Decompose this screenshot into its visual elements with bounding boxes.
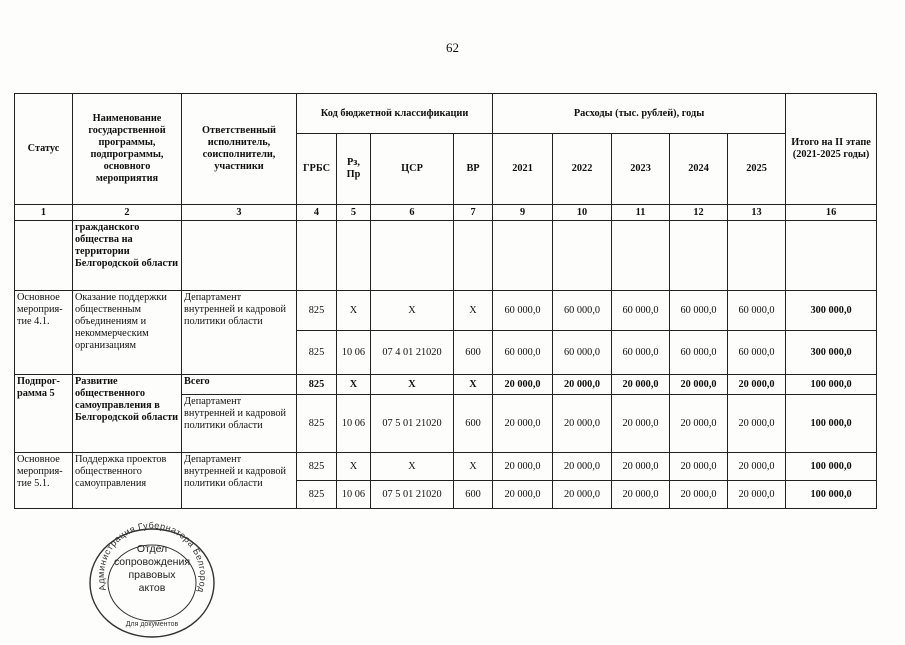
col-number: 16: [786, 205, 877, 221]
col-number: 12: [670, 205, 728, 221]
value-2025: 60 000,0: [728, 291, 786, 331]
status-cell: Подпрог-рамма 5: [15, 375, 73, 453]
csr-cell: 07 5 01 21020: [371, 395, 454, 453]
rz-cell: Х: [337, 291, 371, 331]
stamp-line: сопровождения: [113, 556, 191, 568]
value-2023: 60 000,0: [612, 331, 670, 375]
grbs-cell: 825: [297, 481, 337, 509]
continued-name: гражданского общества на территории Белгородской области: [73, 221, 182, 291]
value-2025: 20 000,0: [728, 375, 786, 395]
stamp-ring-text: Администрация Губернатора Белгород: [95, 520, 209, 595]
value-2025: 20 000,0: [728, 481, 786, 509]
value-total: 100 000,0: [786, 481, 877, 509]
value-2023: 60 000,0: [612, 291, 670, 331]
csr-cell: Х: [371, 291, 454, 331]
csr-cell: 07 5 01 21020: [371, 481, 454, 509]
col-number: 10: [553, 205, 612, 221]
col-number: 2: [73, 205, 182, 221]
value-total: 100 000,0: [786, 453, 877, 481]
header-2021: 2021: [493, 134, 553, 205]
table-row: [15, 221, 877, 291]
header-2025: 2025: [728, 134, 786, 205]
budget-table: [14, 93, 877, 509]
header-grbs: ГРБС: [297, 134, 337, 205]
header-csr: ЦСР: [371, 134, 454, 205]
csr-cell: 07 4 01 21020: [371, 331, 454, 375]
value-2021: 20 000,0: [493, 395, 553, 453]
grbs-cell: 825: [297, 395, 337, 453]
value-2023: 20 000,0: [612, 395, 670, 453]
col-number: 6: [371, 205, 454, 221]
responsible-cell: Департамент внутренней и кадровой политики области: [182, 395, 297, 453]
value-2023: 20 000,0: [612, 453, 670, 481]
value-2021: 20 000,0: [493, 375, 553, 395]
stamp-line: актов: [138, 582, 166, 594]
grbs-cell: 825: [297, 375, 337, 395]
rz-cell: 10 06: [337, 331, 371, 375]
csr-cell: Х: [371, 375, 454, 395]
header-bcc: Код бюджетной классификации: [297, 94, 493, 134]
value-total: 300 000,0: [786, 291, 877, 331]
value-2024: 20 000,0: [670, 375, 728, 395]
vr-cell: Х: [454, 291, 493, 331]
value-2021: 20 000,0: [493, 481, 553, 509]
value-2022: 60 000,0: [553, 291, 612, 331]
department-stamp: [82, 515, 222, 640]
grbs-cell: 825: [297, 291, 337, 331]
stamp-line: правовых: [128, 569, 176, 581]
header-total: Итого на II этапе (2021-2025 годы): [786, 94, 877, 205]
value-2021: 20 000,0: [493, 453, 553, 481]
rz-cell: 10 06: [337, 481, 371, 509]
value-2021: 60 000,0: [493, 331, 553, 375]
vr-cell: 600: [454, 395, 493, 453]
value-2025: 20 000,0: [728, 453, 786, 481]
header-status: Статус: [15, 94, 73, 205]
status-cell: Основное мероприя-тие 5.1.: [15, 453, 73, 509]
vr-cell: Х: [454, 453, 493, 481]
value-2022: 60 000,0: [553, 331, 612, 375]
vr-cell: 600: [454, 331, 493, 375]
value-2022: 20 000,0: [553, 395, 612, 453]
rz-cell: Х: [337, 453, 371, 481]
col-number: 4: [297, 205, 337, 221]
page-number: 62: [446, 40, 459, 55]
column-number-row: [15, 205, 877, 221]
vr-cell: 600: [454, 481, 493, 509]
header-2024: 2024: [670, 134, 728, 205]
value-total: 100 000,0: [786, 395, 877, 453]
value-2023: 20 000,0: [612, 481, 670, 509]
value-2024: 20 000,0: [670, 395, 728, 453]
table-row: [15, 375, 877, 395]
col-number: 7: [454, 205, 493, 221]
header-2023: 2023: [612, 134, 670, 205]
header-name: Наименование государственной программы, подпрограммы, основного мероприятия: [73, 94, 182, 205]
stamp-line: Отдел: [136, 543, 168, 555]
col-number: 3: [182, 205, 297, 221]
rz-cell: Х: [337, 375, 371, 395]
value-2025: 20 000,0: [728, 395, 786, 453]
header-responsible: Ответственный исполнитель, соисполнители, участники: [182, 94, 297, 205]
responsible-cell: Департамент внутренней и кадровой политики области: [182, 291, 297, 375]
value-2025: 60 000,0: [728, 331, 786, 375]
name-cell: Оказание поддержки общественным объединениям и некоммерческим организациям: [73, 291, 182, 375]
responsible-cell: Департамент внутренней и кадровой политики области: [182, 453, 297, 509]
header-expenses: Расходы (тыс. рублей), годы: [493, 94, 786, 134]
col-number: 13: [728, 205, 786, 221]
rz-cell: 10 06: [337, 395, 371, 453]
csr-cell: Х: [371, 453, 454, 481]
value-2022: 20 000,0: [553, 453, 612, 481]
value-2024: 20 000,0: [670, 481, 728, 509]
value-total: 300 000,0: [786, 331, 877, 375]
value-2024: 60 000,0: [670, 291, 728, 331]
header-vr: ВР: [454, 134, 493, 205]
table-row: [15, 291, 877, 331]
col-number: 5: [337, 205, 371, 221]
grbs-cell: 825: [297, 453, 337, 481]
col-number: 11: [612, 205, 670, 221]
value-2021: 60 000,0: [493, 291, 553, 331]
value-2022: 20 000,0: [553, 481, 612, 509]
name-cell: Поддержка проектов общественного самоуправления: [73, 453, 182, 509]
header-rz: Рз, Пр: [337, 134, 371, 205]
value-2024: 60 000,0: [670, 331, 728, 375]
col-number: 1: [15, 205, 73, 221]
name-cell: Развитие общественного самоуправления в Белгородской области: [73, 375, 182, 453]
status-cell: Основное мероприя-тие 4.1.: [15, 291, 73, 375]
table-row: [15, 453, 877, 481]
stamp-center-text: [110, 543, 194, 595]
value-2022: 20 000,0: [553, 375, 612, 395]
value-2024: 20 000,0: [670, 453, 728, 481]
value-2023: 20 000,0: [612, 375, 670, 395]
responsible-cell: Всего: [182, 375, 297, 395]
col-number: 9: [493, 205, 553, 221]
stamp-bottom-text: Для документов: [125, 621, 179, 628]
grbs-cell: 825: [297, 331, 337, 375]
header-2022: 2022: [553, 134, 612, 205]
vr-cell: Х: [454, 375, 493, 395]
value-total: 100 000,0: [786, 375, 877, 395]
